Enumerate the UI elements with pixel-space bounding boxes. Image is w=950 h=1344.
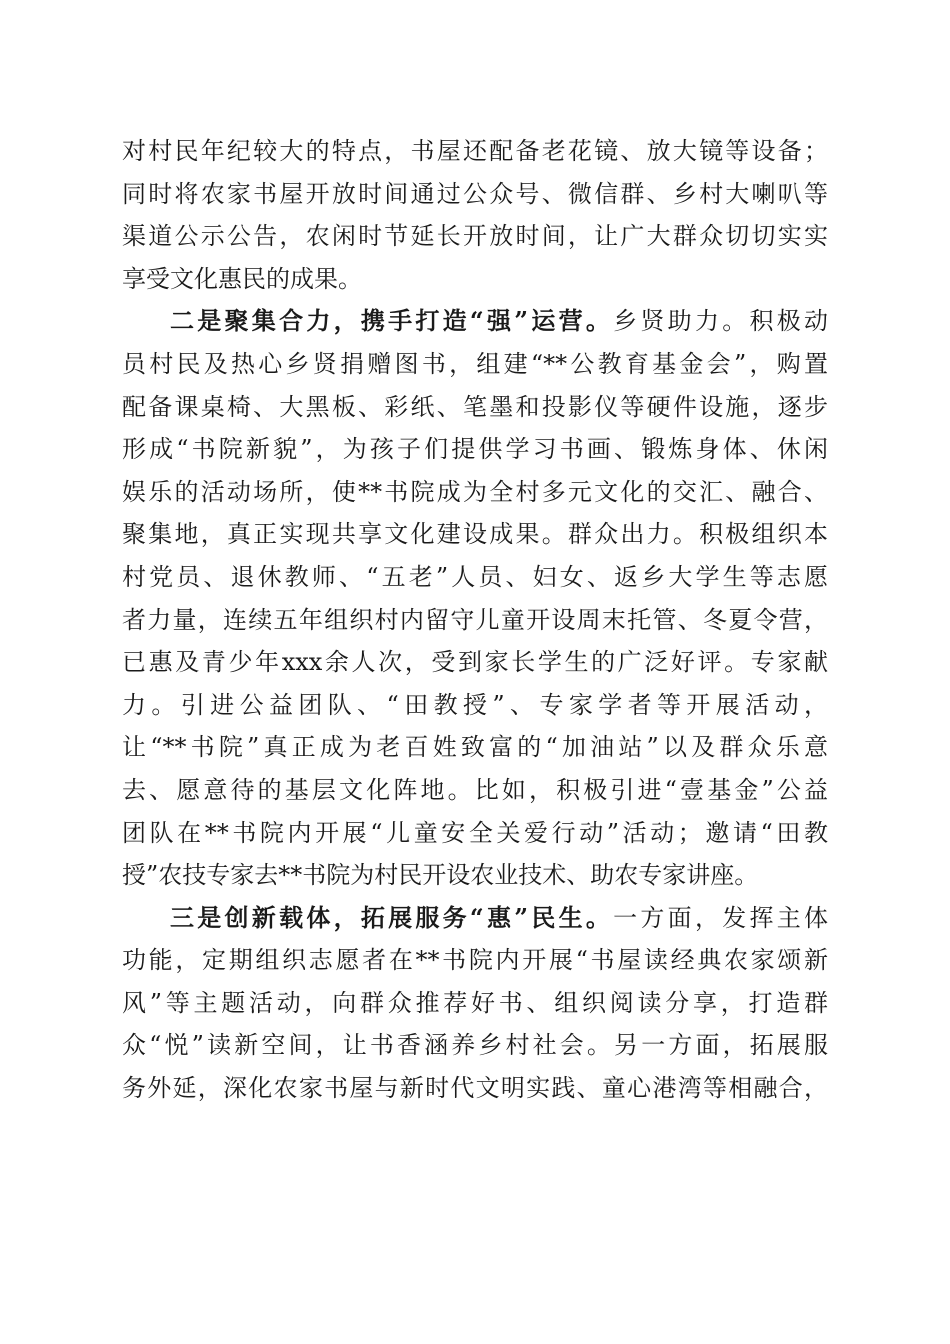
text-line: 员村民及热心乡贤捐赠图书，组建“**公教育基金会”，购置 — [122, 349, 828, 378]
text-run: 乡贤助力。积极动 — [613, 307, 829, 336]
text-line: 风”等主题活动，向群众推荐好书、组织阅读分享，打造群 — [122, 988, 828, 1017]
paragraph-3 — [122, 897, 828, 1110]
text-line: 众“悦”读新空间，让书香涵养乡村社会。另一方面，拓展服 — [122, 1031, 828, 1060]
text-line: 去、愿意待的基层文化阵地。比如，积极引进“壹基金”公益 — [122, 775, 828, 804]
text-line: 渠道公示公告，农闲时节延长开放时间，让广大群众切切实实 — [122, 222, 828, 251]
text-line: 同时将农家书屋开放时间通过公众号、微信群、乡村大喇叭等 — [122, 179, 828, 208]
text-line: 力。引进公益团队、“田教授”、专家学者等开展活动， — [122, 690, 828, 719]
text-line: 娱乐的活动场所，使**书院成为全村多元文化的交汇、融合、 — [122, 477, 828, 506]
text-line: 团队在**书院内开展“儿童安全关爱行动”活动；邀请“田教 — [122, 818, 828, 847]
text-line: 配备课桌椅、大黑板、彩纸、笔墨和投影仪等硬件设施，逐步 — [122, 392, 828, 421]
paragraph-first-line — [122, 897, 828, 940]
text-line: 者力量，连续五年组织村内留守儿童开设周末托管、冬夏令营， — [122, 605, 828, 634]
text-line: 聚集地，真正实现共享文化建设成果。群众出力。积极组织本 — [122, 520, 828, 549]
paragraph-first-line — [122, 300, 828, 343]
text-line: 形成“书院新貌”，为孩子们提供学习书画、锻炼身体、休闲 — [122, 435, 828, 464]
text-line: 村党员、退休教师、“五老”人员、妇女、返乡大学生等志愿 — [122, 562, 828, 591]
document-page — [122, 130, 828, 1110]
text-line: 授”农技专家去**书院为村民开设农业技术、助农专家讲座。 — [122, 861, 759, 890]
text-line: 功能，定期组织志愿者在**书院内开展“书屋读经典农家颂新 — [122, 946, 828, 975]
text-line: 享受文化惠民的成果。 — [122, 264, 362, 293]
paragraph-heading: 三是创新载体，拓展服务“惠”民生。 — [170, 902, 614, 932]
text-line: 务外延，深化农家书屋与新时代文明实践、童心港湾等相融合， — [122, 1074, 828, 1103]
paragraph-2 — [122, 300, 828, 896]
text-line: 对村民年纪较大的特点，书屋还配备老花镜、放大镜等设备； — [122, 137, 828, 165]
paragraph-1 — [122, 130, 828, 300]
text-run: 一方面，发挥主体 — [613, 903, 829, 932]
text-line: 让“**书院”真正成为老百姓致富的“加油站”以及群众乐意 — [122, 733, 828, 762]
text-line: 已惠及青少年xxx余人次，受到家长学生的广泛好评。专家献 — [122, 648, 828, 677]
paragraph-heading: 二是聚集合力，携手打造“强”运营。 — [170, 306, 614, 336]
